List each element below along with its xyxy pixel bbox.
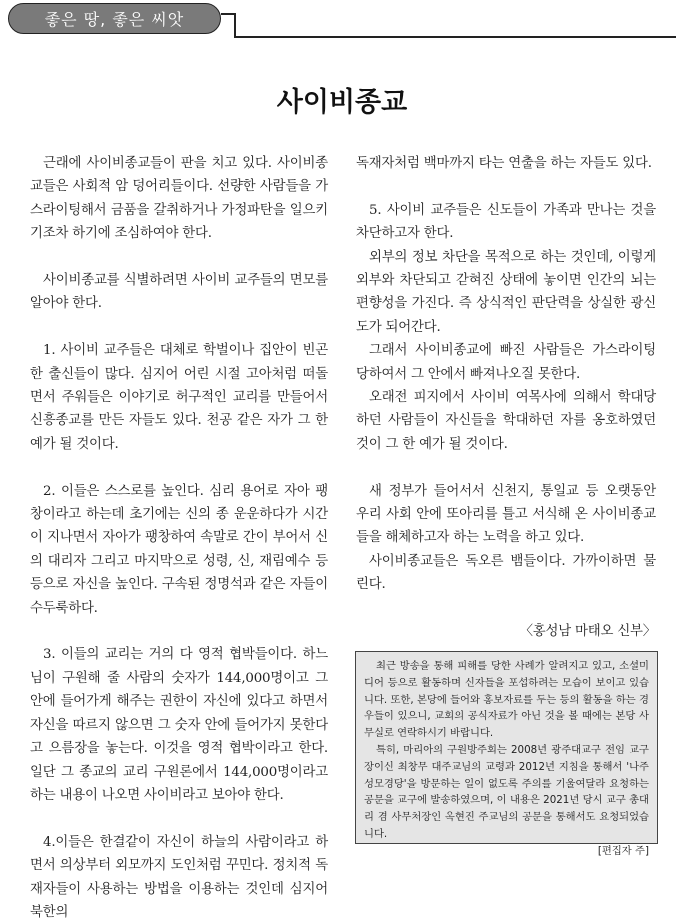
article-right-column [356, 152, 656, 643]
paragraph-point-3: 3. 이들의 교리는 거의 다 영적 협박들이다. 하느님이 구원해 줄 사람의 숫자가 144,000명이고 그 안에 들어가게 해주는 권한이 자신에 있다고 하면서 자신을 따르지 않으면 그 숫자 안에 들어가지 못한다고 으름장을 놓는다. 이것을 영적 협박이라고 한다. 일단 그 종교의 교리 구원론에서 144,000명이라고 하는 내용이 나오면 사이비라고 보아야 한다. [30, 647, 328, 803]
series-title: 좋은 땅, 좋은 씨앗 [44, 10, 185, 29]
author-signature: 〈홍성남 마태오 신부〉 [519, 624, 656, 640]
header-rule-vertical [234, 13, 236, 38]
paragraph-point-4-cont: 독재자처럼 백마까지 타는 연출을 하는 자들도 있다. [356, 156, 652, 171]
notice-paragraph-1: 최근 방송을 통해 피해를 당한 사례가 알려지고 있고, 소셜미디어 등으로 활동하며 신자들을 포섭하려는 모습이 보이고 있습니다. 또한, 본당에 들어와 홍보자료를 두는 등의 활동을 하는 경우들이 있으니, 교회의 공식자료가 아닌 것을 볼 때에는 본당 사무실로 연락하시기 바랍니다. [364, 660, 649, 740]
paragraph-point-4: 4.이들은 한결같이 자신이 하늘의 사람이라고 하면서 의상부터 외모까지 도인처럼 꾸민다. 정치적 독재자들이 사용하는 방법을 이용하는 것인데 심지어 북한의 [30, 834, 328, 920]
header-rule-stub [221, 13, 235, 15]
editor-notice-box [355, 651, 658, 857]
article-left-column [30, 152, 328, 924]
paragraph-fiji: 오래전 피지에서 사이비 여목사에 의해서 학대당하던 사람들이 자신들을 학대하던 자를 옹호하였던 것이 그 한 예가 될 것이다. [356, 390, 656, 452]
paragraph-gaslighting: 그래서 사이비종교에 빠진 사람들은 가스라이팅 당하여서 그 안에서 빠져나오질 못한다. [356, 343, 656, 382]
article-title: 사이비종교 [276, 87, 408, 118]
paragraph-identify: 사이비종교를 식별하려면 사이비 교주들의 면모를 알아야 한다. [30, 273, 328, 312]
paragraph-government: 새 정부가 들어서서 신천지, 통일교 등 오랫동안 우리 사회 안에 또아리를 틀고 서식해 온 사이비종교들을 해체하고자 하는 노력을 하고 있다. [356, 483, 656, 546]
paragraph-intro: 근래에 사이비종교들이 판을 치고 있다. 사이비종교들은 사회적 암 덩어리들이다. 선량한 사람들을 가스라이팅해서 금품을 갈취하거나 가정파탄을 일으키기조차 하기에 조심하여야 한다. [30, 156, 328, 242]
paragraph-point-1: 1. 사이비 교주들은 대체로 학벌이나 집안이 빈곤한 출신들이 많다. 심지어 어린 시절 고아처럼 떠돌면서 주워들은 이야기로 허구적인 교리를 만들어서 신흥종교를 만든 자들도 있다. 천공 같은 자가 그 한 예가 될 것이다. [30, 343, 328, 452]
notice-paragraph-2: 특히, 마리아의 구원방주회는 2008년 광주대교구 전임 교구장이신 최창무 대주교님의 교령과 2012년 지침을 통해서 '나주 성모경당'을 방문하는 일이 없도록 주의를 기울여달라 요청하는 공문을 교구에 발송하였으며, 이 내용은 2021년 당시 교구 총대리 겸 사무처장인 옥현진 주교님의 공문을 통해서도 요청되었습니다. [364, 743, 649, 840]
editor-note: [편집자 주] [597, 844, 649, 857]
paragraph-conclusion: 사이비종교들은 독오른 뱀들이다. 가까이하면 물린다. [356, 553, 656, 593]
header-rule [234, 36, 676, 38]
paragraph-point-2: 2. 이들은 스스로를 높인다. 심리 용어로 자아 팽창이라고 하는데 초기에는 신의 종 운운하다가 시간이 지나면서 자아가 팽창하여 속말로 간이 부어서 신의 대리자 그리고 마지막으로 성령, 신, 재림예수 등등으로 자신을 높인다. 구속된 정명석과 같은 자들이 수두룩하다. [30, 483, 328, 616]
series-title-badge [8, 3, 221, 34]
paragraph-point-5: 5. 사이비 교주들은 신도들이 가족과 만나는 것을 차단하고자 한다. [356, 202, 656, 242]
paragraph-info-block: 외부의 정보 차단을 목적으로 하는 것인데, 이렇게 외부와 차단되고 갇혀진 상태에 놓이면 인간의 뇌는 편향성을 가진다. 즉 상식적인 판단력을 상실한 광신도가 되어간다. [356, 249, 656, 335]
